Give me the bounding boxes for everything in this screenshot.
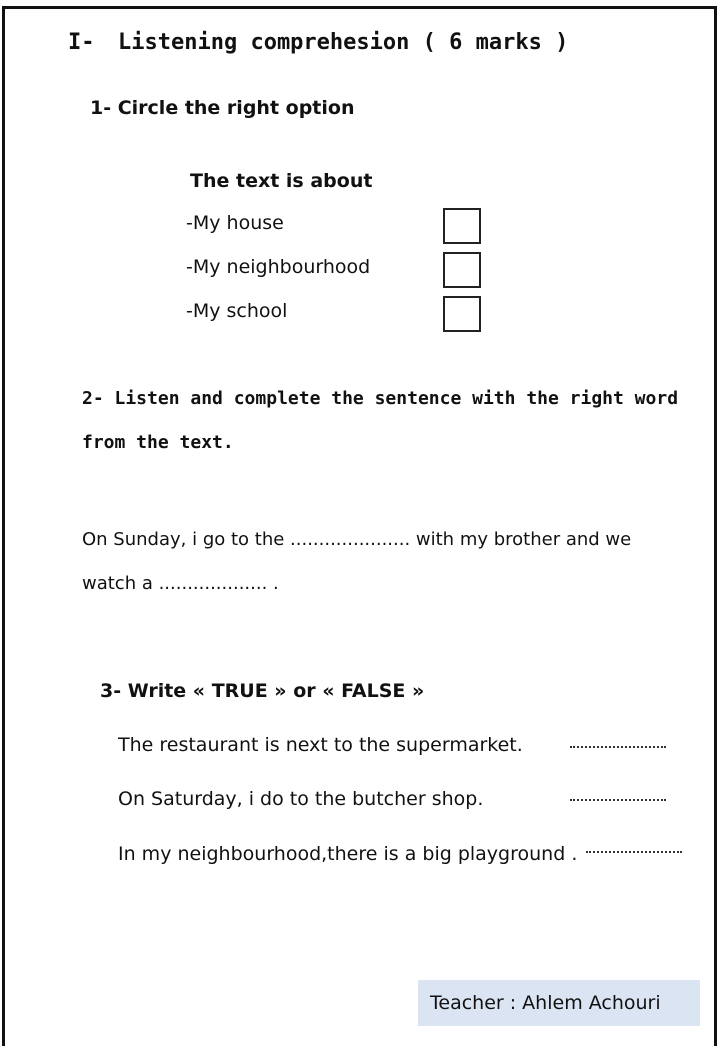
fill-sentence-line2: watch a ................... . — [82, 573, 279, 594]
option-my-school: -My school — [186, 300, 288, 322]
statement-saturday: On Saturday, i do to the butcher shop. — [118, 788, 484, 810]
section-title — [68, 30, 568, 55]
checkbox-my-house[interactable] — [443, 208, 481, 244]
section-title-text: Listening comprehesion ( 6 marks ) — [118, 30, 569, 55]
checkbox-my-school[interactable] — [443, 296, 481, 332]
section-number: I- — [68, 30, 95, 55]
option-my-house: -My house — [186, 212, 284, 234]
statement-restaurant: The restaurant is next to the supermarket. — [118, 734, 523, 756]
question-2-heading-line1: 2- Listen and complete the sentence with the right word — [82, 388, 679, 409]
statement-playground: In my neighbourhood,there is a big playground . — [118, 843, 578, 865]
question-2-heading-line2: from the text. — [82, 432, 234, 453]
answer-line-restaurant[interactable] — [570, 746, 666, 748]
answer-line-playground[interactable] — [586, 851, 682, 853]
page-border — [2, 6, 717, 1046]
question-3-heading: 3- Write « TRUE » or « FALSE » — [100, 680, 425, 702]
fill-sentence-line1: On Sunday, i go to the ..................... with my brother and we — [82, 529, 632, 550]
answer-line-saturday[interactable] — [570, 799, 666, 801]
option-my-neighbourhood: -My neighbourhood — [186, 256, 371, 278]
question-1-lead: The text is about — [190, 170, 373, 192]
question-1-heading: 1- Circle the right option — [90, 97, 355, 119]
checkbox-my-neighbourhood[interactable] — [443, 252, 481, 288]
teacher-label: Teacher : Ahlem Achouri — [418, 980, 700, 1026]
